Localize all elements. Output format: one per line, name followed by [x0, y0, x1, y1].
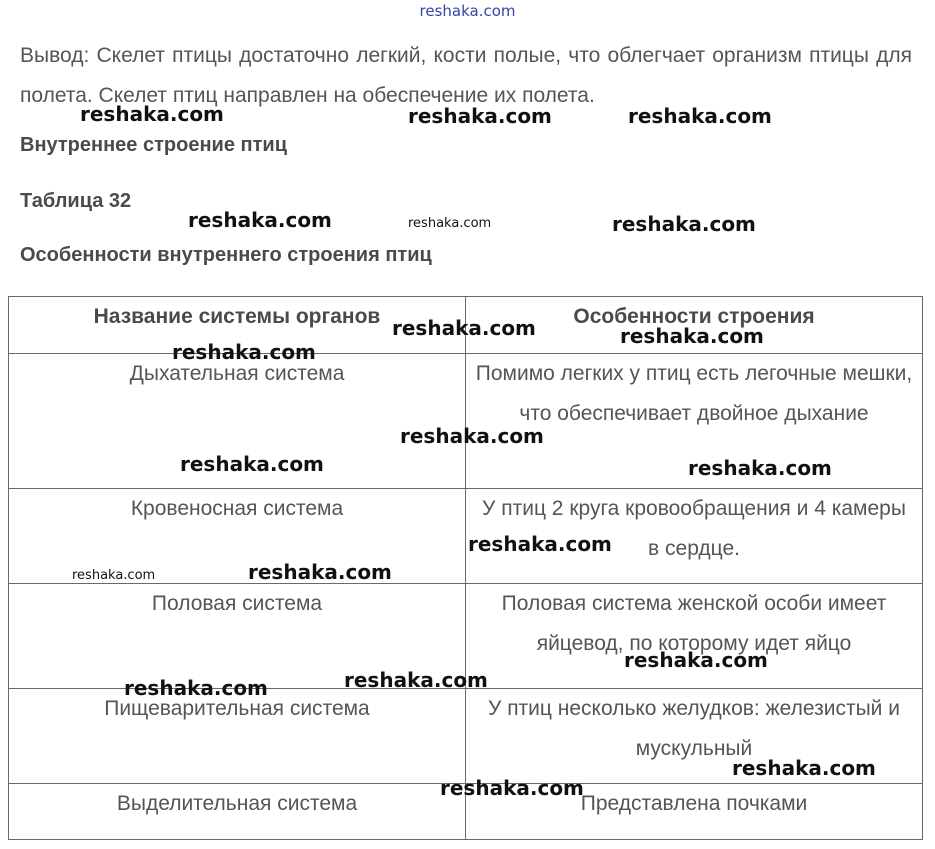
table-number: Таблица 32	[20, 190, 132, 212]
watermark: reshaka.com	[188, 208, 332, 232]
watermark: reshaka.com	[408, 104, 552, 128]
section-title: Внутреннее строение птиц	[20, 134, 287, 156]
watermark: reshaka.com	[408, 216, 492, 231]
watermark: reshaka.com	[628, 104, 772, 128]
features-cell: Половая система женской особи имеет яйцевод, по которому идет яйцо	[466, 584, 923, 689]
system-cell: Пищеварительная система	[9, 689, 466, 784]
watermark: reshaka.com	[180, 452, 324, 476]
watermark: reshaka.com	[400, 424, 544, 448]
top-watermark: reshaka.com	[419, 2, 516, 20]
watermark: reshaka.com	[80, 102, 224, 126]
watermark: reshaka.com	[624, 648, 768, 672]
features-cell: Представлена почками	[466, 784, 923, 840]
system-cell: Кровеносная система	[9, 489, 466, 584]
system-cell: Половая система	[9, 584, 466, 689]
conclusion-paragraph: Вывод: Скелет птицы достаточно легкий, кости полые, что облегчает организм птицы для полета. Скелет птиц направлен на обеспечение их полета.	[20, 44, 912, 107]
watermark: reshaka.com	[620, 324, 764, 348]
table-title: Особенности внутреннего строения птиц	[20, 244, 432, 266]
watermark: reshaka.com	[172, 340, 316, 364]
features-cell: У птиц несколько желудков: железистый и мускульный	[466, 689, 923, 784]
watermark: reshaka.com	[392, 316, 536, 340]
watermark: reshaka.com	[468, 532, 612, 556]
column-header-features: Особенности строения	[466, 297, 923, 354]
watermark: reshaka.com	[344, 668, 488, 692]
system-cell: Выделительная система	[9, 784, 466, 840]
system-cell: Дыхательная система	[9, 354, 466, 489]
features-cell: У птиц 2 круга кровообращения и 4 камеры в сердце.	[466, 489, 923, 584]
watermark: reshaka.com	[124, 676, 268, 700]
column-header-system: Название системы органов	[9, 297, 466, 354]
watermark: reshaka.com	[688, 456, 832, 480]
watermark: reshaka.com	[732, 756, 876, 780]
watermark: reshaka.com	[248, 560, 392, 584]
watermark: reshaka.com	[440, 776, 584, 800]
watermark: reshaka.com	[612, 212, 756, 236]
watermark: reshaka.com	[72, 568, 156, 583]
features-cell: Помимо легких у птиц есть легочные мешки, что обеспечивает двойное дыхание	[466, 354, 923, 489]
